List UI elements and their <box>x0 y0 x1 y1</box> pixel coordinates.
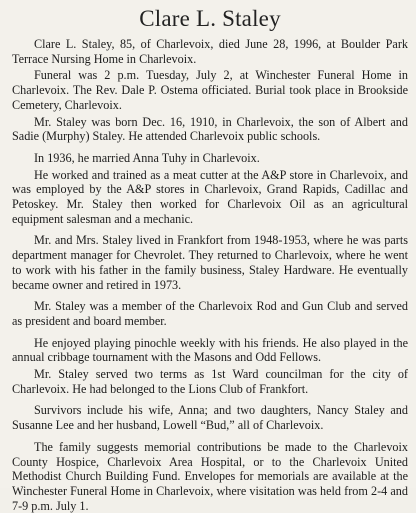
obituary-paragraph-hobbies: He enjoyed playing pinochle weekly with his friends. He also played in the annual cribbage tournament with the Masons and Odd Fellows. <box>12 335 408 365</box>
obituary-paragraph-death: Clare L. Staley, 85, of Charlevoix, died June 28, 1996, at Boulder Park Terrace Nursing Home in Charlevoix. <box>12 37 408 66</box>
obituary-paragraph-marriage: In 1936, he married Anna Tuhy in Charlevoix. <box>34 150 260 165</box>
obituary-paragraph-council: Mr. Staley served two terms as 1st Ward councilman for the city of Charlevoix. He had belonged to the Lions Club of Frankfort. <box>12 367 408 396</box>
obituary-paragraph-funeral: Funeral was 2 p.m. Tuesday, July 2, at Winchester Funeral Home in Charlevoix. The Rev. Dale P. Ostema officiated. Burial took place in Brookside Cemetery, Charlevoix. <box>12 68 408 112</box>
obituary-paragraph-frankfort: Mr. and Mrs. Staley lived in Frankfort from 1948-1953, where he was parts department manager for Chevrolet. They returned to Charlevoix, where he went to work with his father in the family business, Staley Hardware. He eventually became owner and retired in 1973. <box>12 233 408 292</box>
obituary-paragraph-survivors: Survivors include his wife, Anna; and two daughters, Nancy Staley and Susanne Lee and her husband, Lowell “Bud,” all of Charlevoix. <box>12 403 408 433</box>
obituary-paragraph-memorials: The family suggests memorial contributions be made to the Charlevoix County Hospice, Charlevoix Area Hospital, or to the Charlevoix United Methodist Church Building Fund. Envelopes for memorials are available at the Winchester Funeral Home in Charlevoix, where visitation was held from 2-4 and 7-9 p.m. July 1. <box>12 439 408 513</box>
obituary-paragraph-career: He worked and trained as a meat cutter at the A&P store in Charlevoix, and was employed by the A&P stores in Charlevoix, Grand Rapids, Cadillac and Petoskey. Mr. Staley then worked for Charlevoix Oil as an agricultural equipment salesman and a mechanic. <box>12 167 408 226</box>
obituary-paragraph-birth: Mr. Staley was born Dec. 16, 1910, in Charlevoix, the son of Albert and Sadie (Murphy) Staley. He attended Charlevoix public schools. <box>12 114 408 144</box>
obituary-paragraph-rod-gun-club: Mr. Staley was a member of the Charlevoix Rod and Gun Club and served as president and board member. <box>12 299 408 328</box>
obituary-title: Clare L. Staley <box>139 6 281 31</box>
